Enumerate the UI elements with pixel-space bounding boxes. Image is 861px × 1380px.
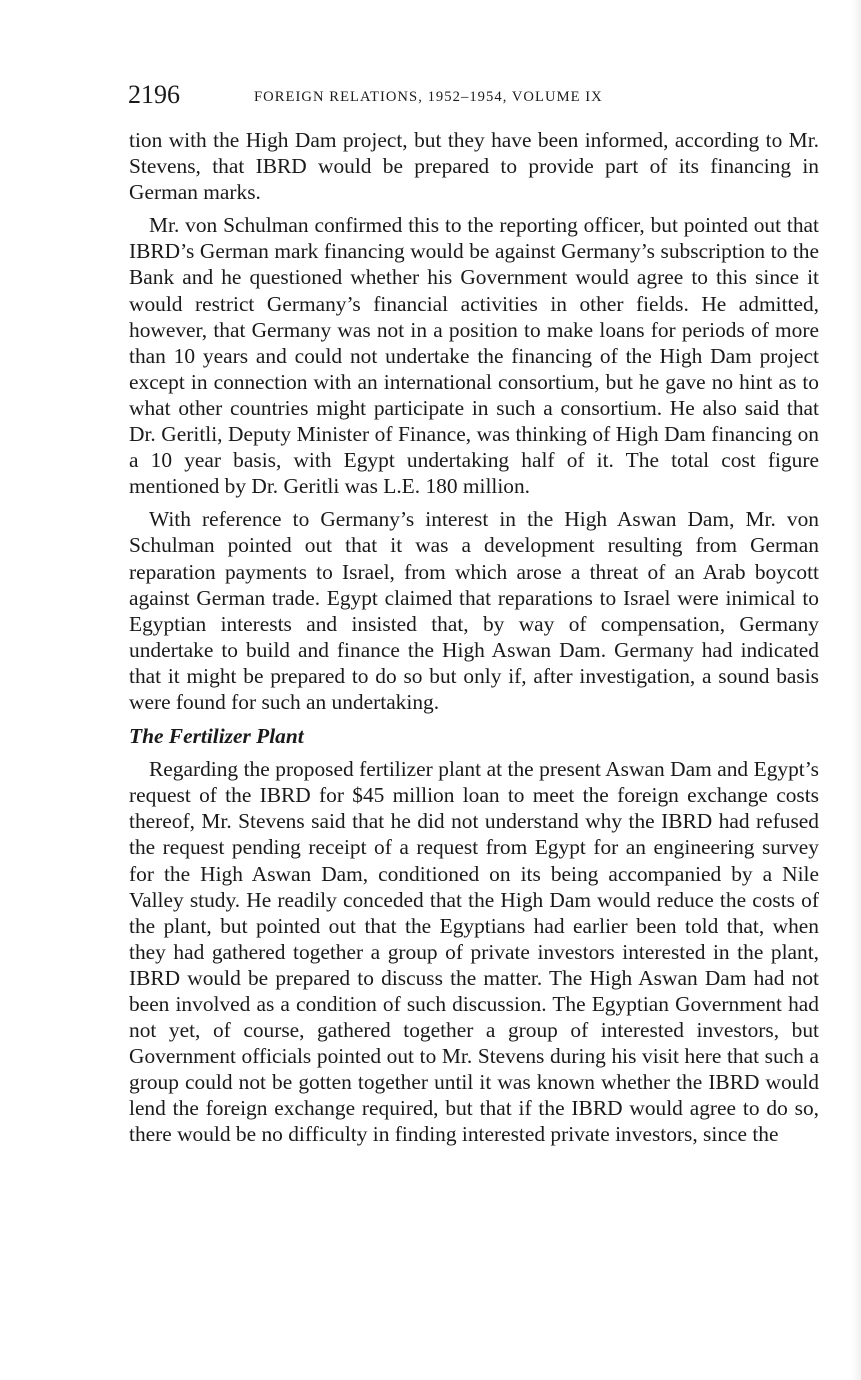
scan-edge-shadow — [851, 0, 861, 1380]
section-heading: The Fertilizer Plant — [129, 724, 304, 749]
page-header — [128, 80, 818, 114]
section-paragraph: Regarding the proposed fertilizer plant at the present Aswan Dam and Egypt’s request of the IBRD for $45 million loan to meet the foreign exchange costs thereof, Mr. Stevens said that he did not understand why the IBRD had refused the request pending receipt of a request from Egypt for an engineering survey for the High Aswan Dam, conditioned on its being accompanied by a Nile Valley study. He readily conceded that the High Dam would reduce the costs of the plant, but pointed out that the Egyptians had earlier been told that, when they had gathered together a group of private investors interested in the plant, IBRD would be prepared to discuss the matter. The High Aswan Dam had not been involved as a condition of such discussion. The Egyptian Government had not yet, of course, gathered together a group of interested investors, but Government officials pointed out to Mr. Stevens during his visit here that such a group could not be gotten together until it was known whether the IBRD would lend the foreign exchange required, but that if the IBRD would agree to do so, there would be no difficulty in finding interested private investors, since the — [129, 757, 819, 1147]
document-body — [129, 127, 819, 1148]
running-head: FOREIGN RELATIONS, 1952–1954, VOLUME IX — [254, 89, 603, 105]
body-paragraph: With reference to Germany’s interest in the High Aswan Dam, Mr. von Schulman pointed out that it was a development resulting from German reparation payments to Israel, from which arose a threat of an Arab boycott against German trade. Egypt claimed that reparations to Israel were inimical to Egyptian interests and insisted that, by way of compensation, Germany undertake to build and finance the High Aswan Dam. Germany had indicated that it might be prepared to do so but only if, after investigation, a sound basis were found for such an undertaking. — [129, 507, 819, 714]
page-number: 2196 — [128, 80, 180, 109]
body-paragraph: Mr. von Schulman confirmed this to the reporting officer, but pointed out that IBRD’s German mark financing would be against Germany’s subscription to the Bank and he questioned whether his Government would agree to this since it would restrict Germany’s financial activities in other fields. He admitted, however, that Germany was not in a position to make loans for periods of more than 10 years and could not undertake the financing of the High Dam project except in connection with an international consortium, but he gave no hint as to what other countries might participate in such a consortium. He also said that Dr. Geritli, Deputy Minister of Finance, was thinking of High Dam financing on a 10 year basis, with Egypt undertaking half of it. The total cost figure mentioned by Dr. Geritli was L.E. 180 million. — [129, 213, 819, 499]
body-paragraph: tion with the High Dam project, but they have been informed, according to Mr. Stevens, that IBRD would be prepared to provide part of its financing in German marks. — [129, 128, 819, 205]
